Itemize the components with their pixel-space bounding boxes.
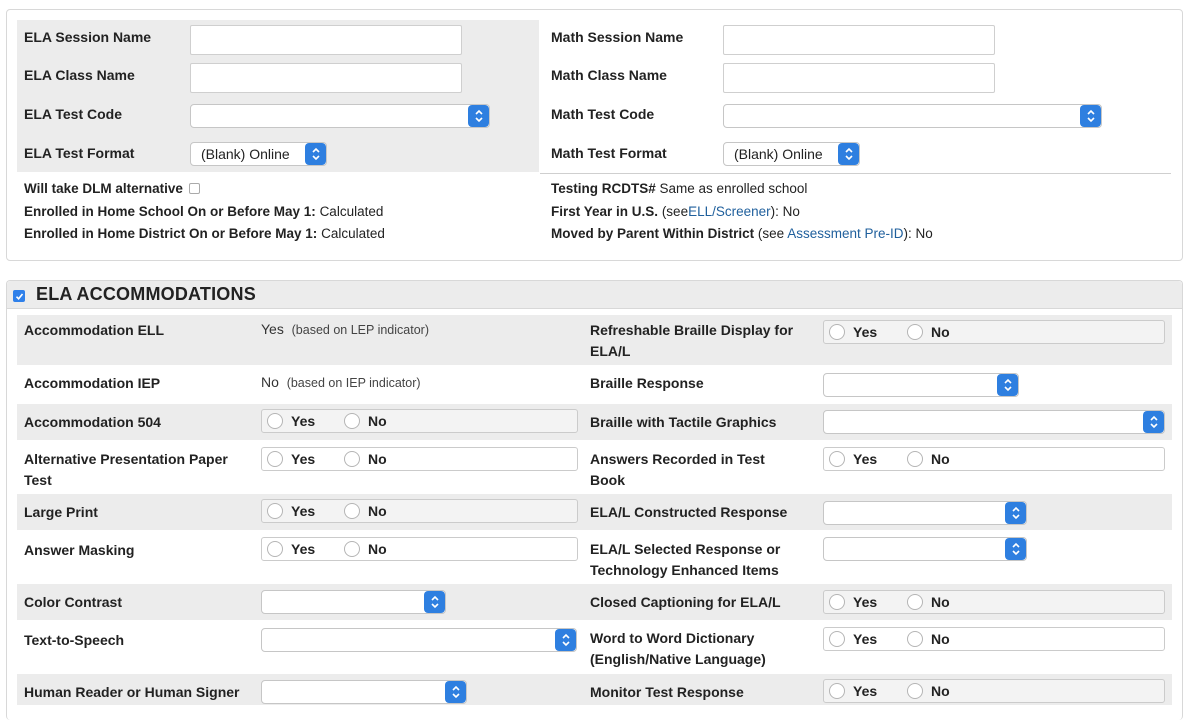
radio-no[interactable]: No — [907, 594, 950, 610]
radio-circle-icon — [907, 451, 923, 467]
first-year-pre: (see — [661, 204, 689, 219]
radio-yes[interactable]: Yes — [829, 631, 877, 647]
math-class-name-input[interactable] — [723, 63, 995, 93]
color-contrast-label: Color Contrast — [24, 594, 122, 610]
radio-yes[interactable]: Yes — [829, 324, 877, 340]
updown-chevron-icon — [445, 681, 466, 703]
radio-circle-icon — [829, 594, 845, 610]
radio-yes[interactable]: Yes — [829, 451, 877, 467]
radio-no[interactable]: No — [344, 451, 387, 467]
updown-chevron-icon — [1005, 502, 1026, 524]
accommodation-504-label: Accommodation 504 — [24, 414, 161, 430]
math-test-code-select[interactable] — [723, 104, 1102, 128]
selected-response-label: ELA/L Selected Response or Technology Enhanced Items — [590, 541, 781, 578]
updown-chevron-icon — [305, 143, 326, 165]
radio-yes[interactable]: Yes — [267, 541, 315, 557]
radio-no[interactable]: No — [344, 541, 387, 557]
radio-circle-icon — [829, 683, 845, 699]
word-dictionary-label: Word to Word Dictionary (English/Native Language) — [590, 630, 766, 667]
radio-no[interactable]: No — [907, 324, 950, 340]
first-year-post: ): No — [770, 204, 800, 219]
home-school-row — [24, 204, 383, 219]
constructed-response-select[interactable] — [823, 501, 1027, 525]
ela-session-name-input[interactable] — [190, 25, 462, 55]
color-contrast-select[interactable] — [261, 590, 446, 614]
updown-chevron-icon — [1005, 538, 1026, 560]
radio-circle-icon — [829, 451, 845, 467]
radio-no[interactable]: No — [344, 413, 387, 429]
updown-chevron-icon — [424, 591, 445, 613]
radio-circle-icon — [267, 541, 283, 557]
dlm-label: Will take DLM alternative — [24, 181, 183, 196]
ela-class-name-label: ELA Class Name — [24, 67, 135, 83]
accommodation-iep-value — [261, 374, 421, 390]
answer-masking-radio-group — [261, 537, 578, 561]
large-print-radio-group — [261, 499, 578, 523]
radio-circle-icon — [344, 541, 360, 557]
accommodation-iep-label: Accommodation IEP — [24, 375, 161, 391]
math-test-format-select[interactable] — [723, 142, 860, 166]
math-session-name-input[interactable] — [723, 25, 995, 55]
radio-circle-icon — [344, 503, 360, 519]
updown-chevron-icon — [555, 629, 576, 651]
moved-pre: (see — [757, 226, 785, 241]
radio-circle-icon — [829, 324, 845, 340]
check-icon — [15, 292, 24, 301]
radio-yes[interactable]: Yes — [829, 594, 877, 610]
radio-circle-icon — [829, 631, 845, 647]
radio-circle-icon — [267, 503, 283, 519]
ell-screener-link[interactable]: ELL/Screener — [688, 204, 771, 219]
ela-accommodations-checkbox[interactable] — [13, 290, 25, 302]
accommodation-iep-no: No — [261, 374, 279, 390]
closed-captioning-label: Closed Captioning for ELA/L — [590, 594, 781, 610]
first-year-label: First Year in U.S. — [551, 204, 659, 219]
moved-row — [551, 226, 933, 241]
ela-test-format-select[interactable] — [190, 142, 327, 166]
radio-no[interactable]: No — [907, 683, 950, 699]
updown-chevron-icon — [997, 374, 1018, 396]
human-reader-label: Human Reader or Human Signer — [24, 684, 240, 700]
moved-label: Moved by Parent Within District — [551, 226, 755, 241]
radio-yes[interactable]: Yes — [267, 413, 315, 429]
rcdts-row — [551, 181, 807, 196]
alt-presentation-radio-group — [261, 447, 578, 471]
human-reader-select[interactable] — [261, 680, 467, 704]
text-to-speech-select[interactable] — [261, 628, 577, 652]
large-print-label: Large Print — [24, 504, 98, 520]
radio-circle-icon — [267, 451, 283, 467]
assessment-preid-link[interactable]: Assessment Pre-ID — [787, 226, 904, 241]
selected-response-select[interactable] — [823, 537, 1027, 561]
radio-no[interactable]: No — [907, 451, 950, 467]
radio-yes[interactable]: Yes — [267, 451, 315, 467]
dlm-checkbox[interactable] — [189, 183, 200, 194]
radio-circle-icon — [344, 451, 360, 467]
accommodation-iep-note: (based on IEP indicator) — [286, 376, 421, 390]
home-district-label: Enrolled in Home District On or Before May 1: — [24, 226, 318, 241]
radio-circle-icon — [907, 631, 923, 647]
home-school-label: Enrolled in Home School On or Before May 1: — [24, 204, 316, 219]
info-divider — [540, 173, 1171, 174]
braille-response-select[interactable] — [823, 373, 1019, 397]
ela-test-format-label: ELA Test Format — [24, 145, 135, 161]
braille-display-radio-group — [823, 320, 1165, 344]
radio-circle-icon — [907, 324, 923, 340]
math-test-format-label: Math Test Format — [551, 145, 667, 161]
updown-chevron-icon — [1080, 105, 1101, 127]
accommodation-ell-note: (based on LEP indicator) — [291, 323, 429, 337]
updown-chevron-icon — [468, 105, 489, 127]
braille-tactile-label: Braille with Tactile Graphics — [590, 414, 777, 430]
math-test-format-value: (Blank) Online — [734, 146, 823, 162]
math-test-code-label: Math Test Code — [551, 106, 655, 122]
ela-accommodations-title: ELA ACCOMMODATIONS — [36, 284, 256, 304]
home-district-value: Calculated — [321, 226, 385, 241]
math-session-name-label: Math Session Name — [551, 29, 684, 45]
monitor-response-label: Monitor Test Response — [590, 684, 744, 700]
rcdts-value: Same as enrolled school — [659, 181, 808, 196]
braille-tactile-select[interactable] — [823, 410, 1165, 434]
radio-yes[interactable]: Yes — [829, 683, 877, 699]
ela-session-name-label: ELA Session Name — [24, 29, 152, 45]
updown-chevron-icon — [1143, 411, 1164, 433]
radio-yes[interactable]: Yes — [267, 503, 315, 519]
ela-test-code-label: ELA Test Code — [24, 106, 123, 122]
radio-no[interactable]: No — [344, 503, 387, 519]
moved-post: ): No — [903, 226, 933, 241]
home-district-row — [24, 226, 385, 241]
braille-response-label: Braille Response — [590, 375, 704, 391]
first-year-row — [551, 204, 800, 219]
updown-chevron-icon — [838, 143, 859, 165]
accommodation-ell-value — [261, 321, 429, 337]
answers-recorded-radio-group — [823, 447, 1165, 471]
braille-display-label: Refreshable Braille Display for ELA/L — [590, 322, 794, 359]
word-dictionary-radio-group — [823, 627, 1165, 651]
text-to-speech-label: Text-to-Speech — [24, 632, 125, 648]
radio-no[interactable]: No — [907, 631, 950, 647]
answers-recorded-label: Answers Recorded in Test Book — [590, 451, 765, 488]
radio-circle-icon — [267, 413, 283, 429]
accommodation-ell-yes: Yes — [261, 321, 284, 337]
monitor-response-radio-group — [823, 679, 1165, 703]
accommodation-504-radio-group — [261, 409, 578, 433]
alt-presentation-label: Alternative Presentation Paper Test — [24, 451, 228, 488]
radio-circle-icon — [907, 683, 923, 699]
rcdts-label: Testing RCDTS# — [551, 181, 656, 196]
ela-test-code-select[interactable] — [190, 104, 490, 128]
ela-class-name-input[interactable] — [190, 63, 462, 93]
accommodation-ell-label: Accommodation ELL — [24, 322, 165, 338]
radio-circle-icon — [907, 594, 923, 610]
ela-test-format-value: (Blank) Online — [201, 146, 290, 162]
closed-captioning-radio-group — [823, 590, 1165, 614]
constructed-response-label: ELA/L Constructed Response — [590, 504, 788, 520]
math-class-name-label: Math Class Name — [551, 67, 667, 83]
radio-circle-icon — [344, 413, 360, 429]
dlm-row — [24, 181, 200, 196]
home-school-value: Calculated — [319, 204, 384, 219]
answer-masking-label: Answer Masking — [24, 542, 135, 558]
